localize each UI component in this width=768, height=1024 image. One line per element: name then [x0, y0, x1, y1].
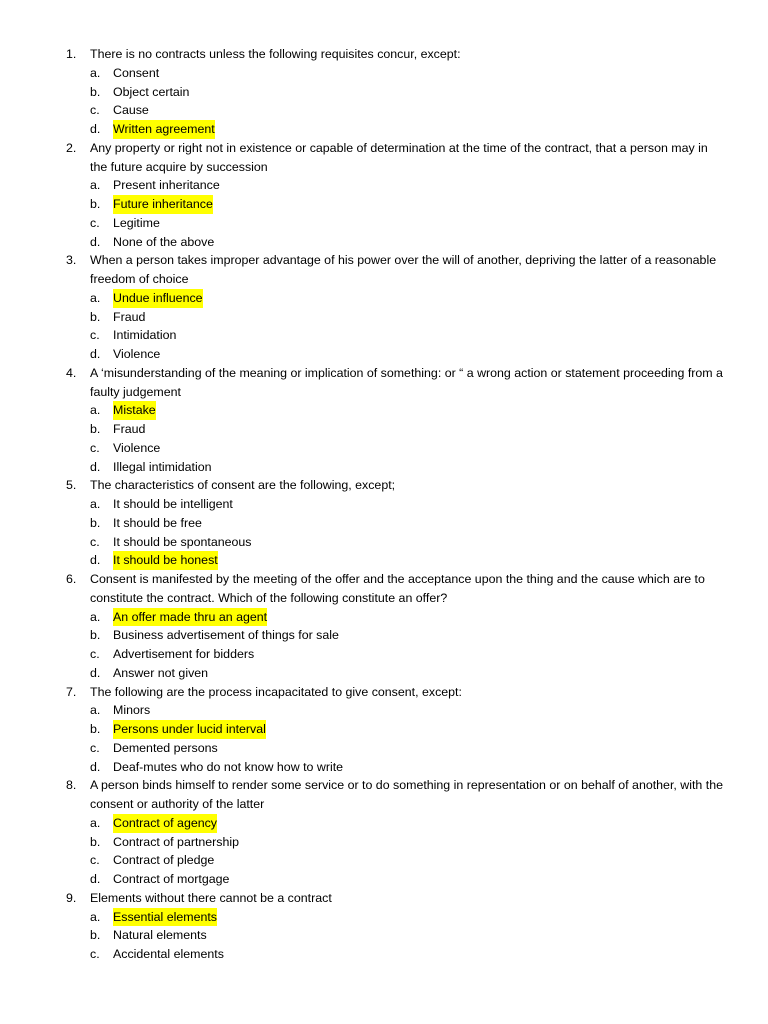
question-number: 7.: [66, 684, 77, 699]
question-3: [66, 251, 726, 364]
option-letter: a.: [90, 290, 101, 305]
option-letter: a.: [90, 178, 101, 193]
question-stem: [66, 45, 726, 64]
option-letter: b.: [90, 628, 101, 643]
question-number: 9.: [66, 890, 77, 905]
question-1: [66, 45, 726, 139]
question-text: Elements without there cannot be a contract: [90, 890, 332, 905]
question-number: 3.: [66, 253, 77, 268]
answer-option: [66, 233, 726, 252]
option-letter: d.: [90, 759, 101, 774]
question-number: 2.: [66, 140, 77, 155]
answer-option: [66, 420, 726, 439]
option-letter: b.: [90, 197, 101, 211]
option-letter: a.: [90, 65, 101, 80]
option-text: Accidental elements: [113, 947, 224, 961]
highlighted-answer-text: Written agreement: [113, 120, 215, 139]
option-letter: a.: [90, 497, 101, 511]
answer-option: [66, 833, 726, 852]
question-text: Any property or right not in existence or capable of determination at the time of the contract, that a person may in the future acquire by succession: [90, 140, 708, 174]
option-letter: b.: [90, 722, 101, 736]
question-8: [66, 776, 726, 889]
highlighted-answer-text: It should be honest: [113, 551, 218, 570]
option-text: Demented persons: [113, 740, 218, 755]
option-letter: c.: [90, 647, 100, 661]
question-text: Consent is manifested by the meeting of the offer and the acceptance upon the thing and the cause which are to constitute the contract. Which of the following constitute an offer?: [90, 572, 705, 605]
option-text: Consent: [113, 65, 160, 80]
option-text: Minors: [113, 703, 151, 718]
option-text: Advertisement for bidders: [113, 647, 255, 661]
answer-option: [66, 439, 726, 458]
option-letter: a.: [90, 909, 101, 924]
answer-option-correct: [66, 120, 726, 139]
option-text: Legitime: [113, 215, 160, 230]
question-stem: [66, 251, 726, 289]
question-7: [66, 683, 726, 777]
option-text: Business advertisement of things for sale: [113, 628, 339, 643]
answer-option: [66, 533, 726, 552]
option-text: It should be free: [113, 515, 202, 530]
option-letter: d.: [90, 459, 101, 474]
option-text: Violence: [113, 347, 161, 361]
question-6: [66, 570, 726, 683]
option-text: Natural elements: [113, 928, 207, 943]
question-stem: [66, 139, 726, 177]
question-4: [66, 364, 726, 477]
option-letter: a.: [90, 403, 101, 418]
answer-option: [66, 64, 726, 83]
question-stem: [66, 776, 726, 814]
question-stem: [66, 683, 726, 702]
question-number: 8.: [66, 778, 77, 793]
question-stem: [66, 364, 726, 402]
question-text: A person binds himself to render some service or to do something in representation or on behalf of another, with the consent or authority of the latter: [90, 778, 723, 811]
answer-option: [66, 626, 726, 645]
answer-option: [66, 758, 726, 777]
answer-option: [66, 945, 726, 964]
highlighted-answer-text: Contract of agency: [113, 814, 217, 833]
highlighted-answer-text: An offer made thru an agent: [113, 608, 267, 627]
answer-option: [66, 514, 726, 533]
question-text: The characteristics of consent are the following, except;: [90, 478, 396, 493]
highlighted-answer-text: Persons under lucid interval: [113, 720, 266, 739]
option-text: Fraud: [113, 422, 146, 436]
option-text: Contract of mortgage: [113, 872, 230, 886]
question-5: [66, 476, 726, 570]
question-stem: [66, 570, 726, 608]
answer-option: [66, 101, 726, 120]
option-letter: b.: [90, 834, 101, 849]
question-2: [66, 139, 726, 252]
option-letter: c.: [90, 215, 100, 230]
question-stem: [66, 476, 726, 495]
option-letter: b.: [90, 422, 101, 436]
answer-option-correct: [66, 401, 726, 420]
answer-option: [66, 870, 726, 889]
option-text: Object certain: [113, 84, 190, 99]
answer-option: [66, 345, 726, 364]
option-letter: d.: [90, 122, 101, 136]
highlighted-answer-text: Future inheritance: [113, 195, 213, 214]
question-number: 5.: [66, 478, 77, 493]
option-letter: d.: [90, 553, 101, 568]
highlighted-answer-text: Undue influence: [113, 289, 203, 308]
option-letter: d.: [90, 347, 101, 361]
option-letter: c.: [90, 440, 100, 455]
answer-option-correct: [66, 720, 726, 739]
option-text: Present inheritance: [113, 178, 220, 193]
option-text: It should be spontaneous: [113, 534, 252, 549]
option-letter: d.: [90, 872, 101, 886]
answer-option: [66, 701, 726, 720]
answer-option: [66, 851, 726, 870]
answer-option-correct: [66, 608, 726, 627]
option-text: Cause: [113, 103, 149, 118]
answer-option-correct: [66, 289, 726, 308]
question-text: A ‘misunderstanding of the meaning or implication of something: or “ a wrong action or statement proceeding from a faulty judgement: [90, 365, 723, 399]
option-letter: b.: [90, 928, 101, 943]
question-text: The following are the process incapacitated to give consent, except:: [90, 684, 462, 699]
answer-option-correct: [66, 908, 726, 927]
highlighted-answer-text: Essential elements: [113, 908, 217, 927]
answer-option: [66, 926, 726, 945]
option-letter: a.: [90, 609, 101, 624]
answer-option: [66, 495, 726, 514]
answer-option: [66, 308, 726, 327]
question-stem: [66, 889, 726, 908]
option-letter: c.: [90, 853, 100, 868]
answer-option: [66, 83, 726, 102]
option-text: It should be intelligent: [113, 497, 233, 511]
option-letter: b.: [90, 84, 101, 99]
option-letter: c.: [90, 534, 100, 549]
answer-option: [66, 664, 726, 683]
question-number: 6.: [66, 572, 77, 586]
option-letter: a.: [90, 703, 101, 718]
answer-option: [66, 645, 726, 664]
highlighted-answer-text: Mistake: [113, 401, 156, 420]
option-text: Contract of partnership: [113, 834, 240, 849]
option-text: Deaf-mutes who do not know how to write: [113, 759, 344, 774]
answer-option-correct: [66, 195, 726, 214]
answer-option: [66, 176, 726, 195]
option-text: Illegal intimidation: [113, 459, 212, 474]
question-9: [66, 889, 726, 964]
option-letter: b.: [90, 309, 101, 324]
option-text: Answer not given: [113, 665, 209, 680]
answer-option: [66, 739, 726, 758]
option-letter: c.: [90, 103, 100, 118]
option-text: Violence: [113, 440, 161, 455]
answer-option: [66, 214, 726, 233]
question-number: 4.: [66, 365, 77, 380]
option-letter: b.: [90, 515, 101, 530]
question-text: When a person takes improper advantage of his power over the will of another, depriving the latter of a reasonable freedom of choice: [90, 253, 717, 286]
answer-option-correct: [66, 551, 726, 570]
option-letter: d.: [90, 234, 101, 249]
option-text: Fraud: [113, 309, 146, 324]
question-list: [66, 45, 726, 964]
question-text: There is no contracts unless the following requisites concur, except:: [90, 47, 461, 61]
option-text: None of the above: [113, 234, 215, 249]
option-letter: c.: [90, 947, 100, 961]
answer-option: [66, 326, 726, 345]
option-text: Contract of pledge: [113, 853, 215, 868]
answer-option: [66, 458, 726, 477]
question-number: 1.: [66, 47, 77, 61]
option-letter: d.: [90, 665, 101, 680]
option-letter: c.: [90, 740, 100, 755]
option-text: Intimidation: [113, 328, 177, 343]
option-letter: a.: [90, 815, 101, 830]
answer-option-correct: [66, 814, 726, 833]
option-letter: c.: [90, 328, 100, 343]
